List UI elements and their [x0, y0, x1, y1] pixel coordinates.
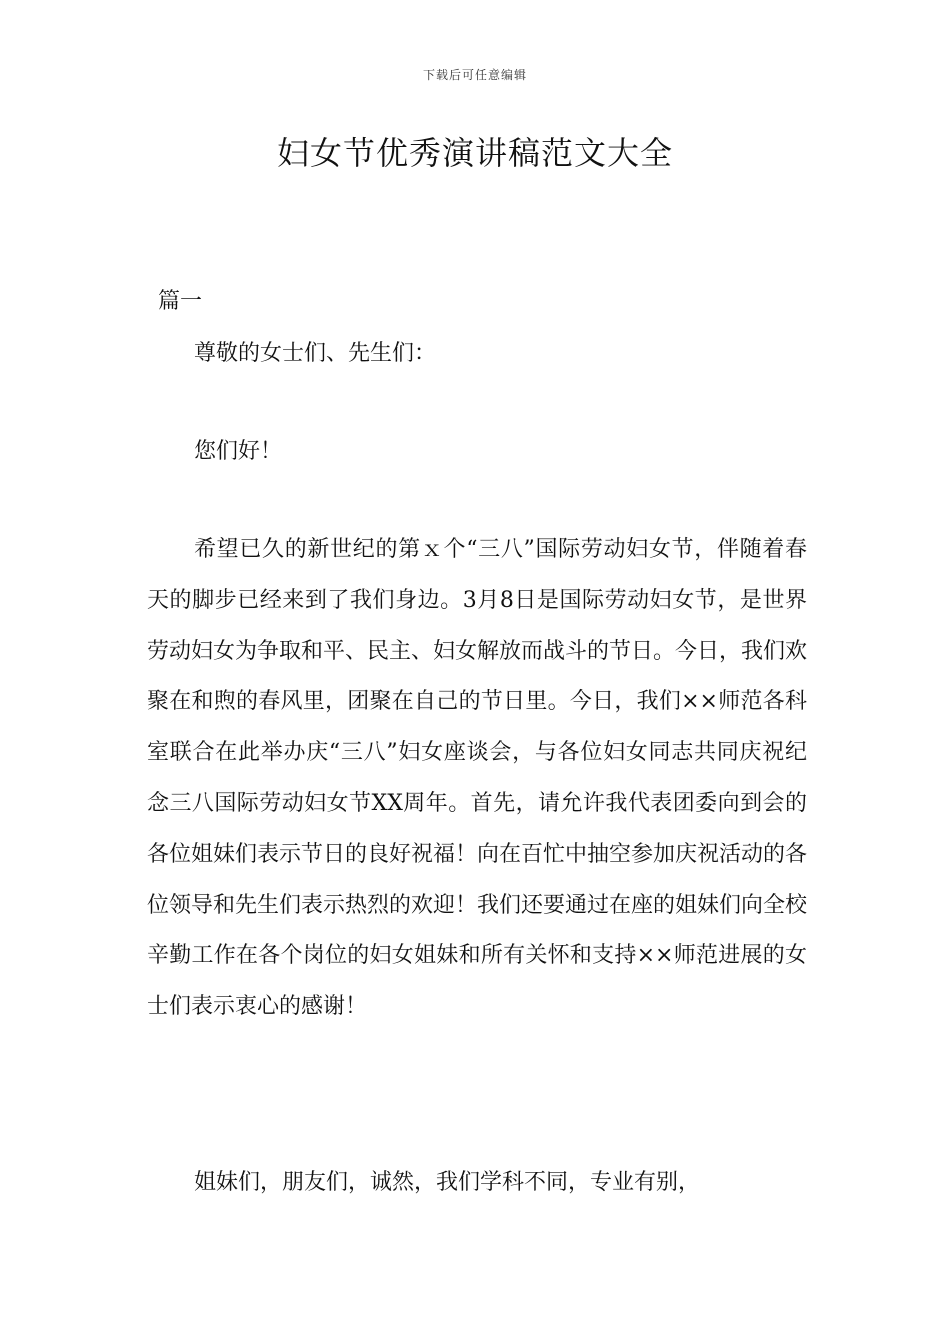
salutation: 尊敬的女士们、先生们：: [194, 341, 437, 366]
header-note: 下载后可任意编辑: [422, 68, 527, 82]
document-title: 妇女节优秀演讲稿范文大全: [276, 134, 673, 172]
body-paragraph: 姐妹们，朋友们，诚然，我们学科不同，专业有别，: [194, 1170, 701, 1195]
section-label: 篇一: [158, 289, 203, 314]
body-paragraph: 希望已久的新世纪的第ｘ个“三八”国际劳动妇女节，伴随着春天的脚步已经来到了我们身边。3月8日是国际劳动妇女节，是世界劳动妇女为争取和平、民主、妇女解放而战斗的节日。今日，我们欢聚在和煦的春风里，团聚在自己的节日里。今日，我们××师范各科室联合在此举办庆“三八”妇女座谈会，与各位妇女同志共同庆祝纪念三八国际劳动妇女节XX周年。首先，请允许我代表团委向到会的各位姐妹们表示节日的良好祝福！向在百忙中抽空参加庆祝活动的各位领导和先生们表示热烈的欢迎！我们还要通过在座的姐妹们向全校辛勤工作在各个岗位的妇女姐妹和所有关怀和支持××师范进展的女士们表示衷心的感谢！: [147, 537, 808, 1020]
greeting: 您们好！: [194, 439, 283, 464]
